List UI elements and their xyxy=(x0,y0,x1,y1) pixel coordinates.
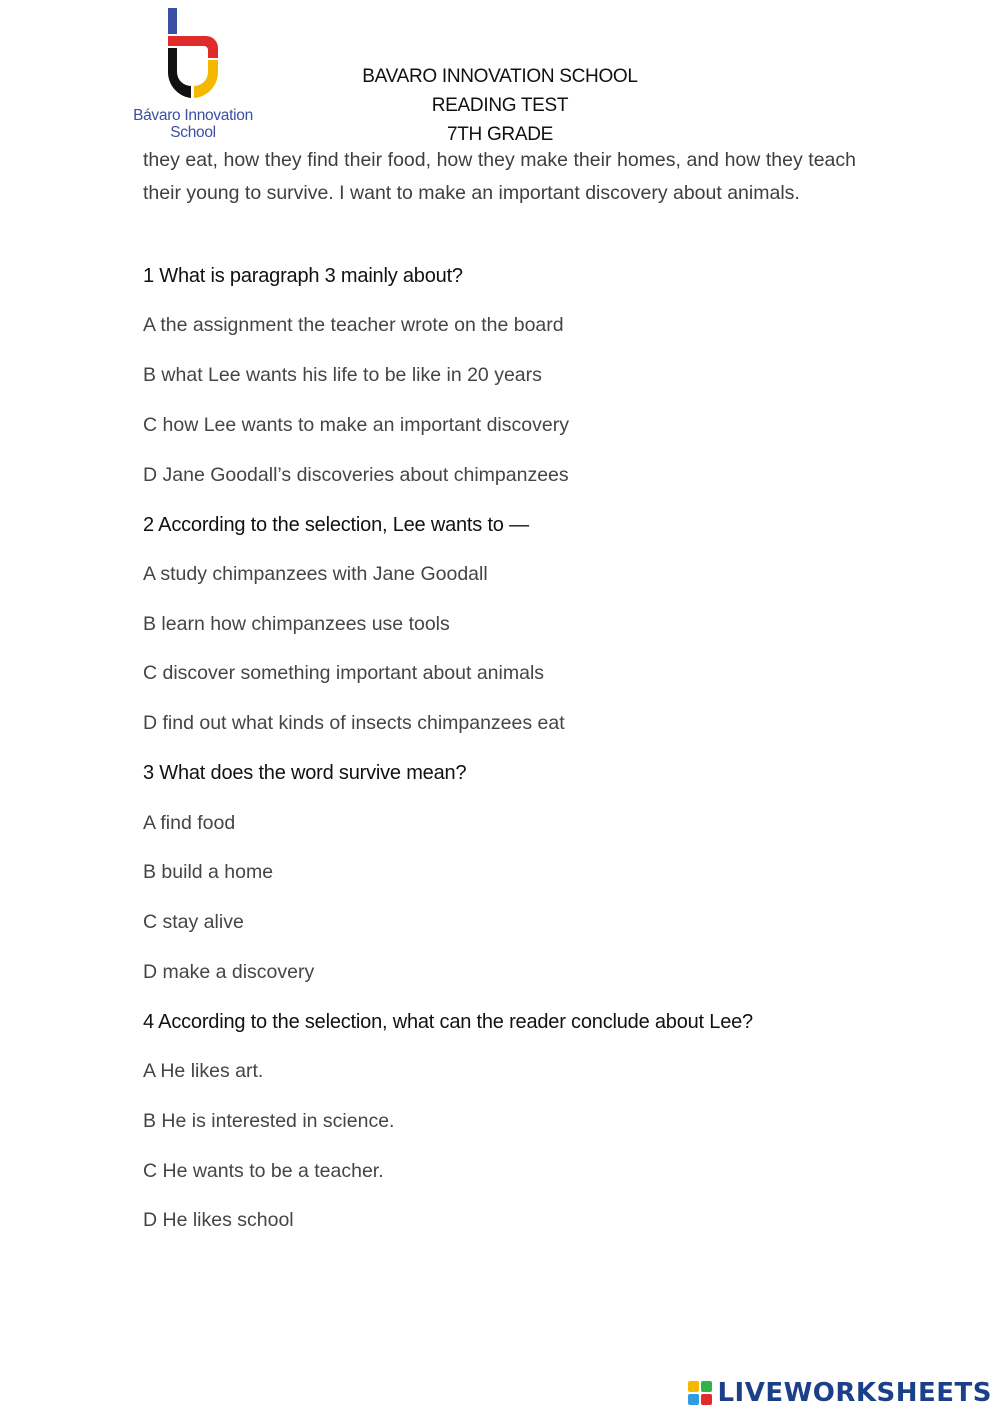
school-name: BAVARO INNOVATION SCHOOL xyxy=(362,66,638,87)
q1-option-c: C how Lee wants to make an important discovery xyxy=(143,414,569,436)
q3-option-d: D make a discovery xyxy=(143,961,315,983)
question-3: 3 What does the word survive mean? xyxy=(143,762,467,784)
q3-option-b: B build a home xyxy=(143,861,274,883)
q1-option-a: A the assignment the teacher wrote on the board xyxy=(143,314,564,336)
logo-name-line2: School xyxy=(170,124,216,141)
q1-option-b: B what Lee wants his life to be like in 20 years xyxy=(143,364,542,386)
q2-option-d: D find out what kinds of insects chimpanzees eat xyxy=(143,712,565,734)
school-logo xyxy=(118,6,268,141)
question-1: 1 What is paragraph 3 mainly about? xyxy=(143,265,463,287)
q4-option-a: A He likes art. xyxy=(143,1060,264,1082)
question-4: 4 According to the selection, what can the reader conclude about Lee? xyxy=(143,1011,753,1033)
liveworksheets-brand xyxy=(687,1377,992,1409)
q2-option-a: A study chimpanzees with Jane Goodall xyxy=(143,563,488,585)
q3-option-a: A find food xyxy=(143,812,236,834)
q3-option-c: C stay alive xyxy=(143,911,244,933)
q4-option-b: B He is interested in science. xyxy=(143,1110,395,1132)
liveworksheets-logo-icon xyxy=(687,1380,713,1406)
liveworksheets-wordmark: LIVEWORKSHEETS xyxy=(717,1378,992,1408)
document-header xyxy=(300,62,700,149)
passage-paragraph: they eat, how they find their food, how they make their homes, and how they teach their young to survive. I want to make an important discovery about animals. xyxy=(143,149,856,204)
q2-option-c: C discover something important about animals xyxy=(143,662,545,684)
grade-label: 7TH GRADE xyxy=(446,124,554,145)
school-logo-icon xyxy=(164,6,222,102)
logo-name-line1: Bávaro Innovation xyxy=(133,107,253,124)
q4-option-d: D He likes school xyxy=(143,1209,294,1231)
test-title: READING TEST xyxy=(431,95,569,116)
q4-option-c: C He wants to be a teacher. xyxy=(143,1160,384,1182)
q1-option-d: D Jane Goodall’s discoveries about chimpanzees xyxy=(143,464,569,486)
question-2: 2 According to the selection, Lee wants to — xyxy=(143,514,529,536)
q2-option-b: B learn how chimpanzees use tools xyxy=(143,613,450,635)
